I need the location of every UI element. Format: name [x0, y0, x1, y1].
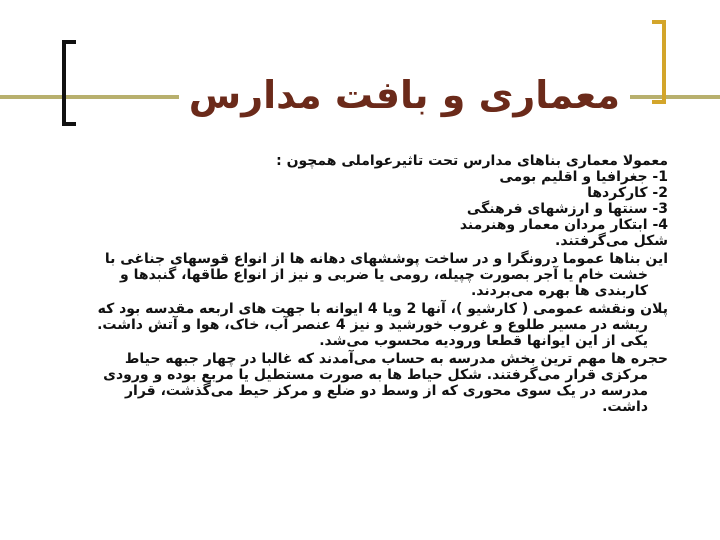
list-item: 2- کارکردها: [587, 185, 668, 201]
paragraph-structures: [78, 251, 668, 299]
slide-title: معماری و بافت مدارس: [179, 70, 630, 120]
right-bracket-decoration: [652, 20, 666, 104]
paragraph-continuation: خشت خام یا آجر بصورت چپیله، رومی یا ضربی و نیز از انواع طاقها، گنبدها و کاربندی ها بهره می‌بردند.: [120, 267, 648, 299]
list-item: 1- جغرافیا و اقلیم بومی: [499, 169, 668, 185]
intro-line: معمولا معماری بناهای مدارس تحت تاثیرعواملی همچون :: [276, 153, 668, 169]
paragraph-first-line: پلان ونقشه عمومی ( کارشیو )، آنها 2 ویا 4 ایوانه با جهت های اربعه مقدسه بود که: [97, 301, 668, 317]
paragraph-plan: [78, 301, 668, 349]
paragraph-continuation: ریشه در مسیر طلوع و غروب خورشید و نیز 4 عنصر آب، خاک، هوا و آتش داشت. یکی از این ایوانها قطعا ورودیه محسوب می‌شد.: [97, 317, 648, 349]
conclusion-line: شکل می‌گرفتند.: [555, 233, 668, 249]
list-item: 4- ابتکار مردان معمار وهنرمند: [459, 217, 668, 233]
list-item: 3- سنتها و ارزشهای فرهنگی: [466, 201, 668, 217]
paragraph-continuation: مرکزی قرار می‌گرفتند. شکل حیاط ها به صورت مستطیل یا مربع بوده و ورودی مدرسه در یک سوی محوری که از وسط دو ضلع و مرکز حیط می‌گذشت، قرار داشت.: [103, 367, 648, 415]
paragraph-first-line: حجره ها مهم ترین بخش مدرسه به حساب می‌آمدند که غالبا در چهار جبهه حیاط: [124, 351, 668, 367]
left-bracket-decoration: [62, 40, 76, 126]
slide-body: [78, 153, 668, 415]
paragraph-first-line: این بناها عموما درونگرا و در ساخت پوششهای دهانه ها از انواع قوسهای جناغی با: [104, 251, 668, 267]
paragraph-chambers: [78, 351, 668, 415]
